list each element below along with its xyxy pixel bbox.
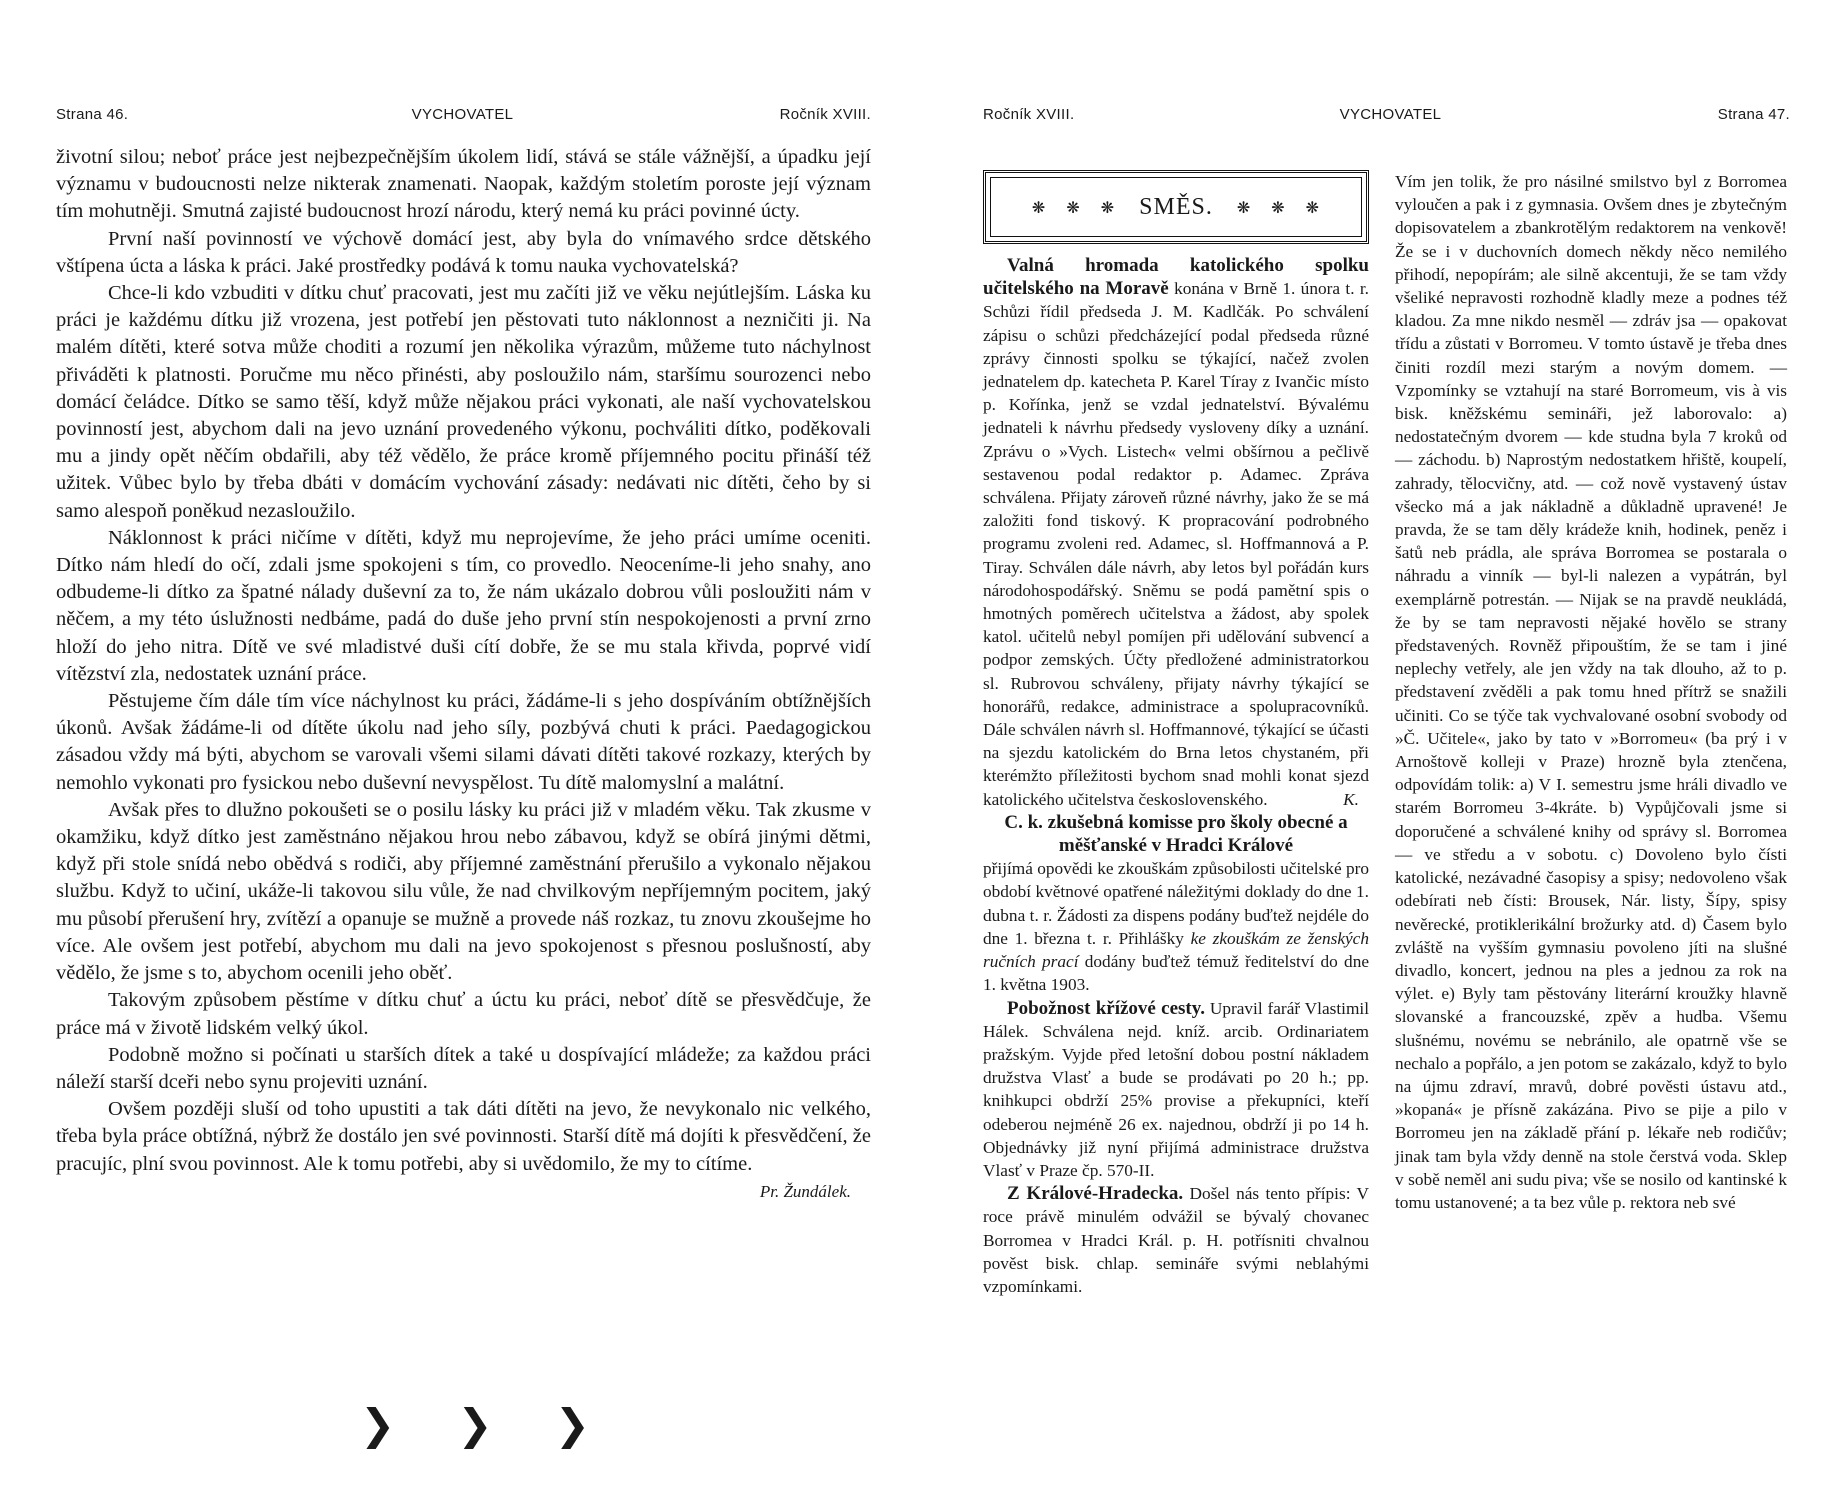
flower-ornament-icon: ❋ (1066, 197, 1081, 217)
end-ornament (360, 1400, 590, 1449)
paragraph-text: Ovšem později sluší od toho upustiti a tak dáti dítěti na jevo, že nevykonalo nic velkého, třeba byla práce obtížná, nýbrž že dostálo jen své povinnosti. Starší dítě má dojíti k přesvědčení, že pracujíc, plní svou povinnost. Ale k tomu potřebi, aby si uvědomilo, že my to cítíme. (56, 1098, 871, 1175)
journal-title: VYCHOVATEL (1339, 106, 1442, 123)
paragraph: životní silou; neboť práce jest nejbezpečnějším úkolem lidí, stává se stále vážnější, a úpadku její významu v budoucnosti nelze nikterak znamenati. Naopak, každým stoletím poroste její význam tím mohutněji. Smutná zajisté budoucnost hrozí národu, který nemá ku práci povinné úcty. (56, 146, 871, 223)
continuation-text: Vím jen tolik, že pro násilné smilstvo byl z Borromea vyloučen a pak i z gymnasia. Ovšem dnes je zbytečným dopisovatelem a zbankrotělým redaktorem na venkově! Že se i v duchovních domech někdy něco nemilého přihodí, nepopírám; ale silně akcentuji, že se tam vždy všeliké nepravosti rozhodně kladly meze a podnes též kladou. Za mne nikdo nesměl — zdráv jsa — opakovat třídu a zůstati v Borromeu. V tomto ústavě je třeba dnes činiti rozdíl mezi starým a novým domem. — Vzpomínky se vztahují na staré Borromeum, vis à vis bisk. kněžskému semináři, jež laborovalo: a) nedostatečným dvorem — kde studna byla 7 kroků od — záchodu. b) Naprostým nedostatkem hřiště, koupelí, zahrady, tělocvičny, atd. — což nově vystavený ústav všecko má a jak nákladně a důkladně upravené! Je pravda, že se tam děly krádeže knih, hodinek, peněz i šatů neb prádla, ale správa Borromea se postarala o náhradu a vinník — byl-li nalezen a vypátrán, byl exemplárně potrestán. — Nijak se na pravdě neukládá, že by se tam nepravosti nějaké hovělo se strany představených. Rovněž připouštím, že se tam i jiné neplechy vetřely, ale jen vždy na tak dlouho, až to p. představení zvěděli a pak tomu hned přítrž se snažili učiniti. Co se týče tak vychvalované osobní svobody od »Č. Učitele«, jako by tato v »Borromeu« (ba prý i v Arnoštově kolleji v Praze) hrozně byla ztenčena, odpovídám tolik: a) V I. semestru jsme hráli divadlo ve starém Borromeu 3-4kráte. b) Vypůjčovali jsme si doporučené a schválené knihy od správy sl. Borromea — ve středu a v sobotu. c) Dovoleno bylo čísti katolické, nezávadné časopisy a spisy; nedovoleno však odebírati neb čísti: Brousek, Nár. listy, Šípy, spisy nevěrecké, protiklerikální brožurky atd. d) Časem bylo zvláště na vyšším gymnasiu povoleno jíti na slušné divadlo, koncert, jednou na ples a jednou za rok na výlet. e) Byly tam pěstovány literární kroužky hlavně slovanské a francouzské, zpěv a hudba. Všemu slušnému, novému se nebránilo, ale opatrně vše se nechalo a popřálo, a jen potom se zakázalo, když to bylo na újmu zdraví, mravů, dobré pověsti ústavu atd., »kopaná« je přísně zakázána. Pivo se pije a pilo v Borromeu jen na základě přání p. lékaře neb rodičův; jinak tam byla vždy denně na stole čerstvá voda. Sklep v sobě neměl ani sudu piva; vše se nosilo od kantinské k tomu ustanovené; a ta bez vůle p. rektora neb své (1395, 172, 1787, 1212)
flower-ornament-icon: ❋ (1271, 197, 1286, 217)
news-text: přijímá opovědi ke zkouškám způsobilosti učitelské pro období květnové opatřené náležitými doklady do dne 1. dubna t. r. Žádosti za dispens podány buďtež nejdéle do dne 1. března t. r. Přihlášky (983, 859, 1369, 948)
chevron-icon: ❯ (360, 1400, 396, 1449)
flower-ornament-icon: ❋ (1100, 197, 1116, 217)
news-text: konána v Brně 1. února t. r. Schůzi řídil předseda J. M. Kadlčák. Po schválení zápisu o schůzi předcházející podal předseda různé zprávy činnosti spolku se týkající, načež zvolen jednatelem dp. katecheta P. Karel Tíray z Ivančic místo p. Kořínka, jenž se vzdal jednatelství. Bývalému jednateli k návrhu předsedy vysloveny díky a uznání. Zprávu o »Vych. Listech« velmi obšírnou a pečlivě sestavenou podal redaktor p. Adamec. Zpráva schválena. Přijaty zároveň různé návrhy, jako že se má založiti fond tiskový. K propracování podrobného programu zvoleni red. Adamec, sl. Hoffmannová a P. Tiray. Schválen dále návrh, aby letos byl pořádán kurs národohospodářský. Sněmu se podá pamětní spis o hmotných poměrech učitelstva a žádost, aby spolek katol. učitelů nebyl pomíjen při udělování subvencí a podpor zemských. Účty předložené administratorkou sl. Rubrovou schváleny, přijaty návrhy týkající se honorářů, redakce, administrace a spolupracovníků. Dále schválen návrh sl. Hoffmannové, týkající se účasti na sjezdu katolickém do Brna letos chystaném, při kterémžto příležitosti bychom snad mohli konat sjezd katolického učitelstva československého. (983, 279, 1370, 809)
news-signature: K. (1343, 789, 1359, 809)
news-text: Upravil farář Vlastimil Hálek. Schválena nejd. kníž. arcib. Ordinariatem pražským. Vyjde před letošní dobou postní nákladem družstva Vlasť a bude se prodávati po 20 h.; pp. knihkupci obdrží 25% provise a překupníci, kteří odeberou nejméně 26 ex. najednou, obdrží ji po 14 h. Objednávky již nyní přijímá administrace družstva Vlasť v Praze čp. 570-II. (983, 998, 1370, 1180)
paragraph: Náklonnost k práci ničíme v dítěti, když mu neprojevíme, že jeho práci umíme oceniti. Dítko nám hledí do očí, zdali jsme spokojeni s tím, co provedlo. Neoceníme-li jeho snahy, ano odbudeme-li dítko za špatné nálady duševní za to, že nám ukázalo dobrou vůli posloužiti nám v něčem, a my této úslužnosti nedbáme, padá do duše jeho první stín nespokojenosti a první zrno hloží do jeho nitra. Dítě ve své mladistvé duši cítí dobře, že se mu stala křivda, poprvé vidí vítězství zla, nedostatek uznání práce. (56, 526, 871, 685)
paragraph-last (56, 1096, 871, 1201)
news-emphasis: ke zkouškám ze ženských ručních prací (983, 928, 1369, 972)
right-page (919, 0, 1838, 1500)
paragraph: Pěstujeme čím dále tím více náchylnost ku práci, žádáme-li s jeho dospíváním obtížnějších úkonů. Avšak žádáme-li od dítěte úkolu nad jeho síly, pozbývá chuti k práci. Paedagogickou zásadou vždy má býti, abychom se varovali všemi silami dávati dítěti takové rozkazy, kterých by nemohlo vykonati pro fysickou nebo duševní nevyspělost. Tu dítě malomyslní a malátní. (56, 690, 871, 794)
news-item (983, 997, 1369, 1183)
flower-ornament-icon: ❋ (1236, 197, 1252, 217)
author-signature: Pr. Žundálek. (759, 1181, 851, 1201)
volume-label: Ročník XVIII. (779, 106, 871, 123)
news-text: Došel nás tento přípis: V roce právě minulém odvážil se bývalý chovanec Borromea v Hradci Král. p. H. potřísniti chvalnou pověst bisk. chlap. semináře svými neblahými vzpomínkami. (983, 1184, 1369, 1296)
paragraph: Podobně možno si počínati u starších dítek a také u dospívající mládeže; za každou práci náleží starší dceři nebo synu projeviti uznání. (56, 1043, 871, 1093)
news-item (983, 1182, 1369, 1298)
news-item (983, 254, 1369, 811)
page-number: Strana 46. (56, 106, 129, 123)
paragraph: Takovým způsobem pěstíme v dítku chuť a úctu ku práci, neboť dítě se přesvědčuje, že práce má v životě lidském velký úkol. (56, 989, 871, 1039)
news-item (983, 811, 1369, 857)
news-heading: Pobožnost křížové cesty. (1007, 997, 1205, 1019)
continuation-column (1395, 170, 1787, 1214)
paragraph: Avšak přes to dlužno pokoušeti se o posilu lásky ku práci již v mladém věku. Tak zkusme v okamžiku, když dítko jest zaměstnáno nějakou hrou nebo zábavou, když se obírá jinými dětmi, když při stole snídá nebo obědvá s rodiči, aby příjemné zaměstnání přerušilo a vykonalo nějakou službu. Když to učiní, ukáže-li takovou silu vůle, že nad chvilkovým nepříjemným pocitem, jaký mu působí přerušení hry, zvítězí a opanuje se mužně a provede náš rozkaz, tu znovu zkoušejme ho více. Ale ovšem jest potřebí, abychom mu dali na jevo spokojenost s přesnou poslušností, aby vědělo, že jsme s to, abychom ocenili jeho oběť. (56, 798, 871, 985)
section-title-box (983, 170, 1369, 244)
article-body (56, 144, 871, 1205)
flower-ornament-icon: ❋ (1305, 197, 1321, 217)
chevron-icon: ❯ (554, 1400, 590, 1449)
section-title: SMĚS. (1139, 193, 1213, 220)
news-heading: Valná hromada katolického spolku učitelského na Moravě (983, 255, 1369, 300)
news-heading: Z Králové-Hradecka. (1007, 1183, 1184, 1205)
news-text: dodány buďtež témuž ředitelství do dne 1. května 1903. (983, 952, 1369, 995)
news-column (983, 254, 1369, 1298)
flower-ornament-icon: ❋ (1031, 197, 1047, 217)
journal-title: VYCHOVATEL (411, 106, 514, 123)
news-heading: C. k. zkušebná komisse pro školy obecné a měšťanské v Hradci Králové (1004, 811, 1348, 857)
paragraph: Chce-li kdo vzbuditi v dítku chuť pracovati, jest mu začíti již ve věku nejútlejším. Láska ku práci je každému dítku již vrozena, jest potřebí jen pěstovati tuto náklonnost a nezničiti ji. Na malém dítěti, které sotva může choditi a rozumí jen několika výrazům, můžeme tuto náchylnost přiváděti k platnosti. Poručme mu něco přinésti, aby posloužilo nám, staršímu sourozenci nebo domácí čeládce. Dítko se samo těší, když může nějakou práci vykonati, ale naší vychovatelskou povinností jest, abychom dali na jevo uznání provedeného výkonu, pochváliti dítko, poděkovali mu a jindy opět něčím obdařili, aby též vědělo, že práce kromě příjemného pocitu přináší též užitek. Vůbec bylo by třeba dbáti v domácím vychování zásady: nedávati nic dítěti, čeho by si samo alespoň poněkud nezasloužilo. (56, 282, 871, 522)
page-number: Strana 47. (1717, 106, 1790, 123)
paragraph: První naší povinností ve výchově domácí jest, aby byla do vnímavého srdce dětského vštípena úcta a láska k práci. Jaké prostředky podává k tomu nauka vychovatelská? (56, 227, 871, 277)
volume-label: Ročník XVIII. (983, 106, 1075, 123)
chevron-icon: ❯ (457, 1400, 493, 1449)
news-item-body (983, 857, 1369, 996)
